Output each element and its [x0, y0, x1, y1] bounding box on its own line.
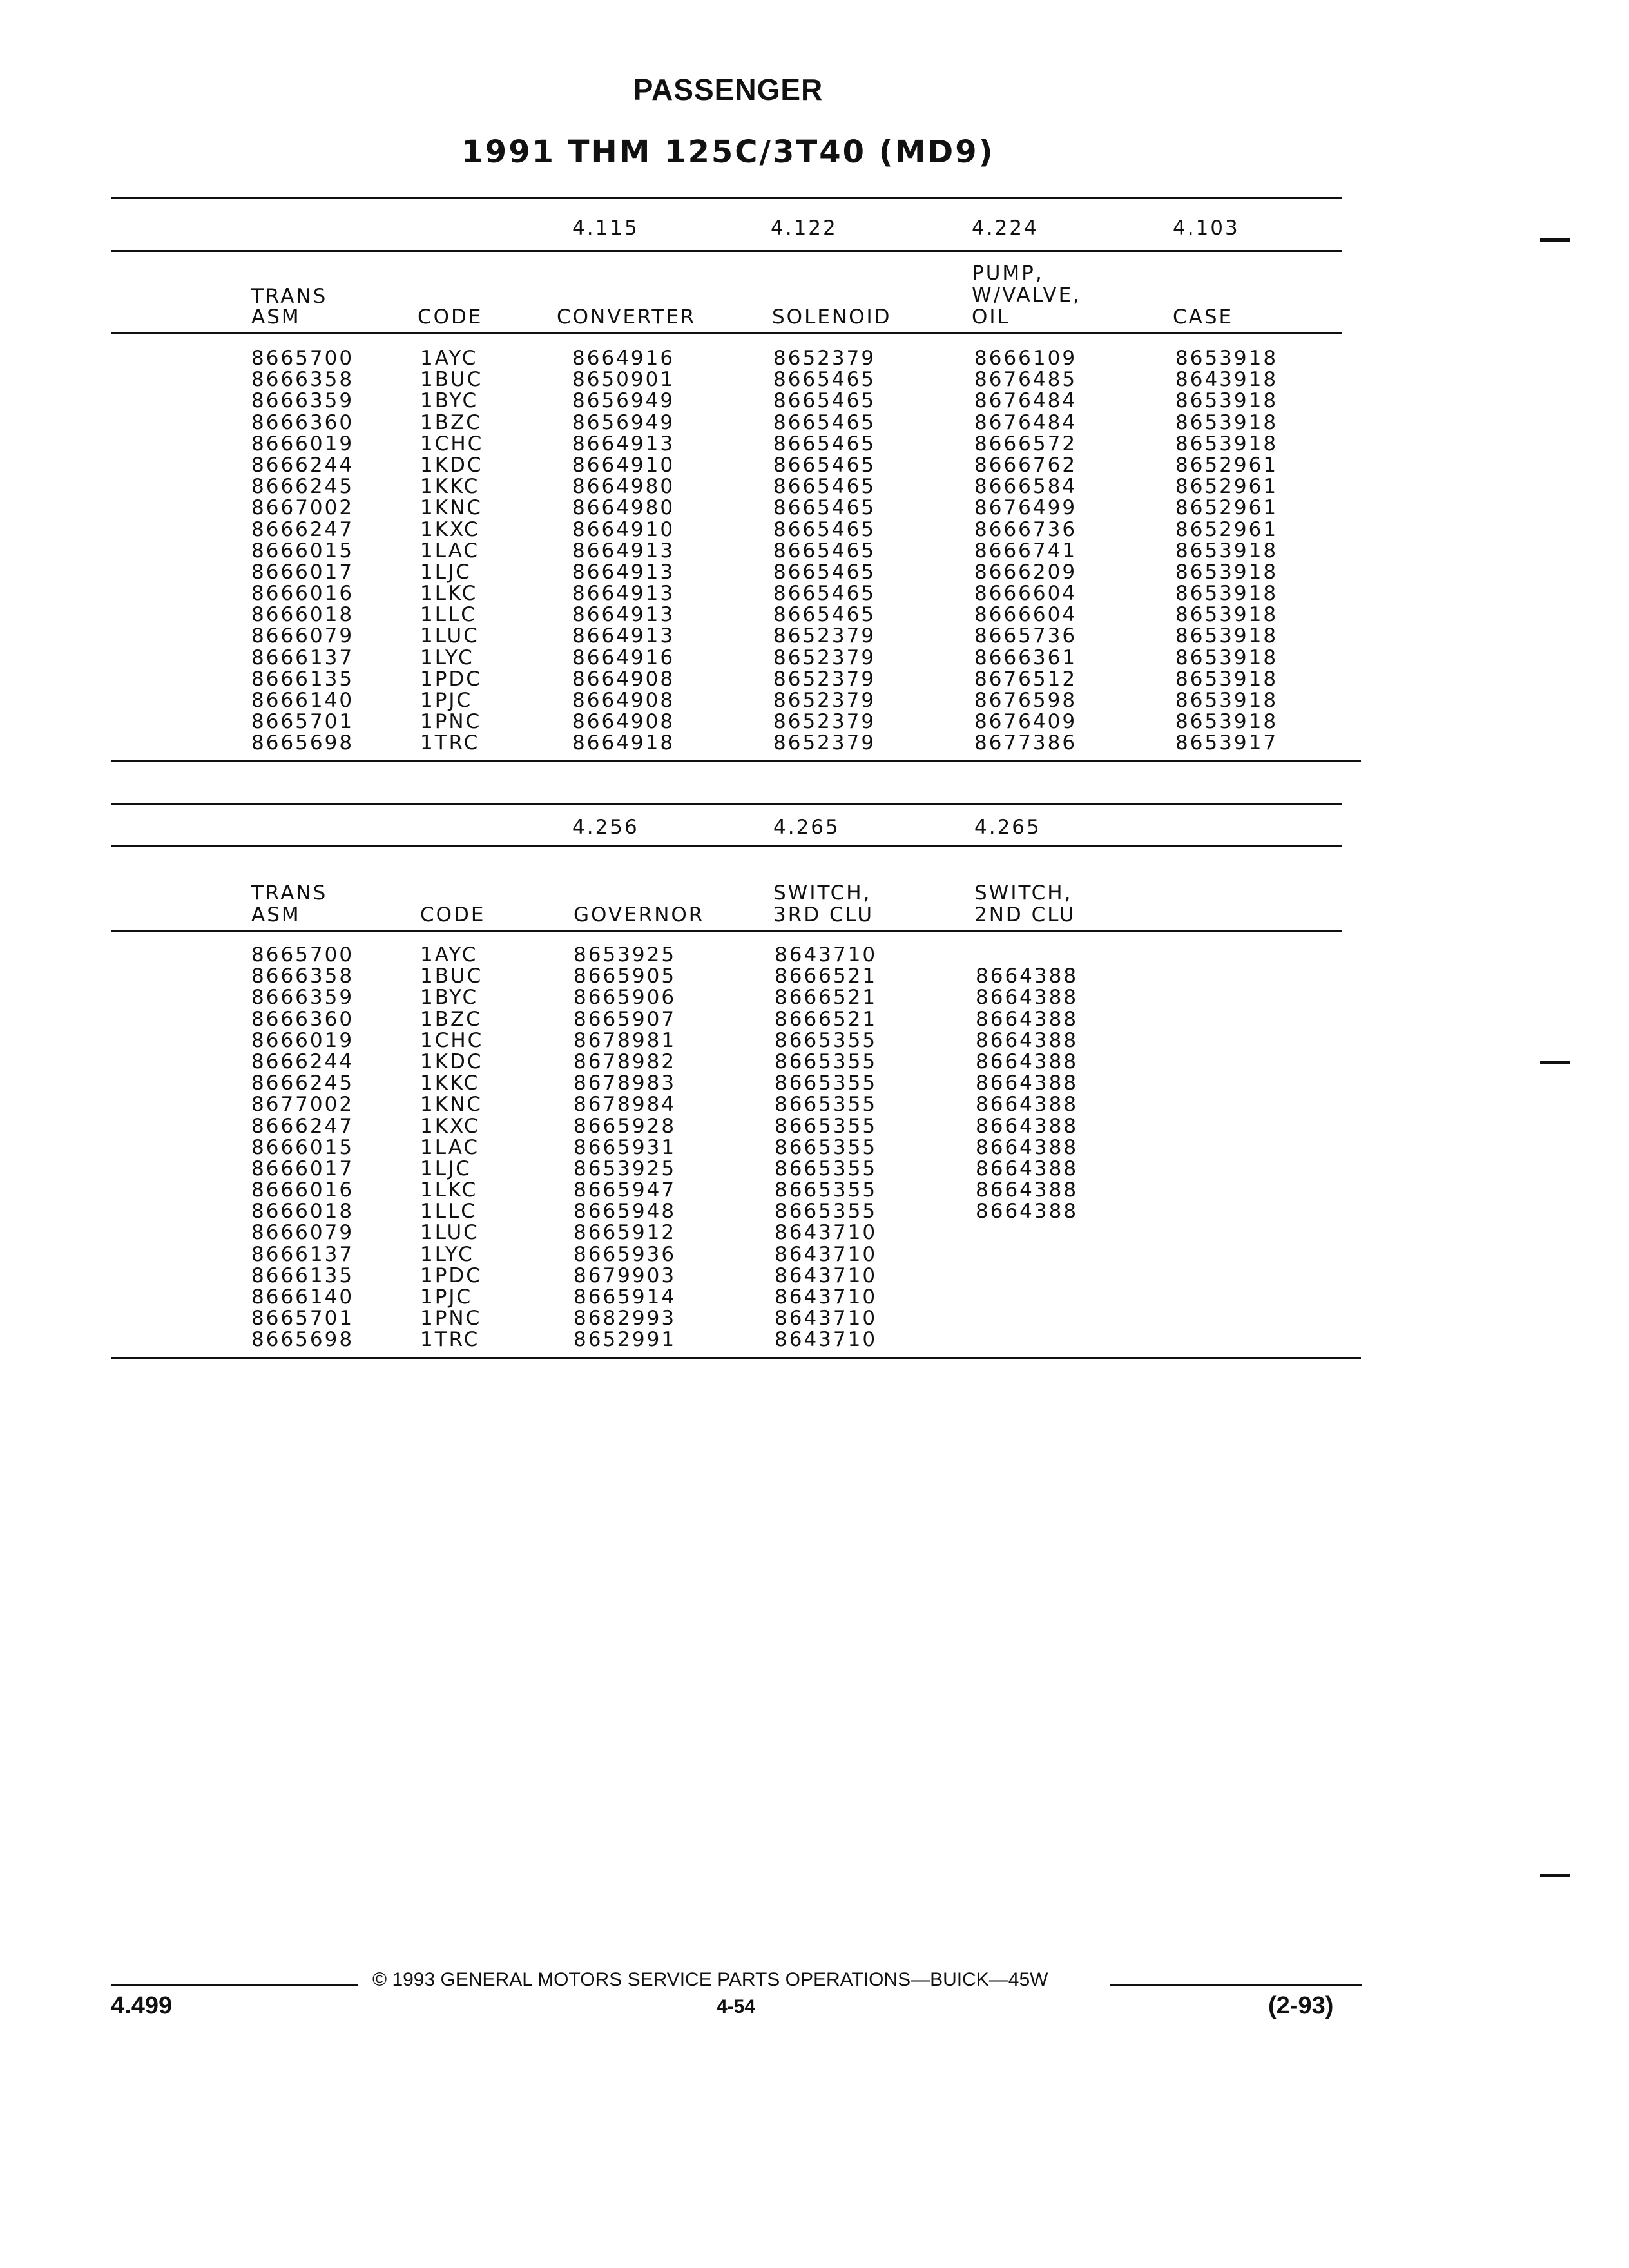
table-cell: 8666247	[251, 1114, 354, 1138]
margin-mark	[1540, 238, 1570, 242]
table-cell: 8643710	[775, 1285, 878, 1309]
table-cell: 8643710	[775, 1307, 878, 1331]
table-cell: 8665355	[775, 1178, 878, 1202]
table-cell: 8677002	[251, 1093, 354, 1117]
table-cell: 1LLC	[420, 1200, 477, 1224]
table-cell: 1KKC	[420, 475, 480, 499]
table-cell: 1LAC	[420, 1135, 480, 1159]
table-cell	[976, 1222, 1078, 1244]
group-number: 4.265	[974, 816, 1041, 839]
group-number: 4.122	[771, 216, 838, 240]
table-cell	[976, 1244, 1078, 1265]
table-cell: 8676484	[974, 389, 1077, 413]
table-cell: 8666521	[775, 965, 878, 988]
table-cell: 1LYC	[420, 646, 474, 669]
column-header-asm: ASM	[251, 903, 301, 927]
column-converter	[572, 348, 675, 754]
table-cell: 8666359	[251, 389, 354, 413]
column-switch-3rd-clu	[775, 945, 877, 1351]
table-cell: 1BUC	[420, 368, 483, 392]
table-cell: 8665465	[773, 496, 876, 520]
column-switch-2nd-clu	[976, 945, 1078, 1351]
table-cell: 1LUC	[420, 1221, 479, 1245]
table-cell: 8665928	[574, 1114, 677, 1138]
table-cell: 1BZC	[420, 410, 482, 434]
margin-mark	[1540, 1061, 1570, 1064]
table-cell: 1PJC	[420, 1285, 473, 1309]
table-cell: 8664908	[572, 667, 675, 691]
table-cell: 8682993	[574, 1307, 677, 1331]
column-trans-asm	[251, 348, 354, 754]
column-header-case: CASE	[1173, 305, 1234, 329]
table-cell: 8665465	[773, 410, 876, 434]
table-cell	[976, 1308, 1078, 1329]
table-cell: 1KDC	[420, 1050, 483, 1073]
table-cell: 8664910	[572, 453, 675, 477]
table2-header-rule	[111, 930, 1342, 932]
table-cell: 8664388	[976, 1050, 1079, 1073]
table-cell: 8678984	[574, 1093, 677, 1117]
table-cell: 8665698	[251, 1328, 354, 1352]
table-cell: 8665465	[773, 389, 876, 413]
footer-rule-left	[111, 1984, 358, 1986]
column-header-governor: GOVERNOR	[574, 903, 705, 927]
table-cell: 1PDC	[420, 667, 482, 691]
table-cell: 8643710	[775, 1264, 878, 1287]
table-cell: 8666245	[251, 1072, 354, 1095]
table-cell: 8652961	[1175, 453, 1278, 477]
table-cell: 8666584	[974, 475, 1077, 499]
table-cell: 8666572	[974, 432, 1077, 456]
table-cell: 8664908	[572, 710, 675, 734]
table-cell: 8666019	[251, 1028, 354, 1052]
table-cell: 8643710	[775, 943, 878, 966]
margin-mark	[1540, 1874, 1570, 1877]
date-code: (2-93)	[1268, 1992, 1334, 2019]
table-cell: 8652961	[1175, 475, 1278, 499]
footer-rule-right	[1110, 1984, 1362, 1986]
column-header-trans: TRANS	[251, 881, 328, 905]
table-cell: 8664388	[976, 1157, 1079, 1180]
table-cell: 8652961	[1175, 496, 1278, 520]
table-cell: 8667002	[251, 496, 354, 520]
table-cell: 8664913	[572, 539, 675, 562]
table-cell: 8665701	[251, 1307, 354, 1331]
table-cell: 8665465	[773, 517, 876, 541]
table-cell: 8643710	[775, 1328, 878, 1352]
table-cell: 8653925	[574, 943, 677, 966]
table-cell: 8664918	[572, 731, 675, 755]
table-cell: 8652379	[773, 689, 876, 712]
table-cell: 8665355	[775, 1072, 878, 1095]
table-cell: 8665947	[574, 1178, 677, 1202]
table-cell: 8652379	[773, 624, 876, 648]
table-cell: 8666762	[974, 453, 1077, 477]
table-cell: 8666360	[251, 410, 354, 434]
table-cell: 8666109	[974, 347, 1077, 370]
table-cell: 8664913	[572, 624, 675, 648]
table-cell: 8664913	[572, 582, 675, 606]
table-cell: 8665948	[574, 1200, 677, 1224]
table-cell: 8653918	[1175, 646, 1278, 669]
table-cell: 8666736	[974, 517, 1077, 541]
table-cell: 1LKC	[420, 582, 478, 606]
table-cell: 8666140	[251, 1285, 354, 1309]
table-cell: 8653918	[1175, 689, 1278, 712]
table-cell: 8664913	[572, 603, 675, 627]
table-cell: 1KXC	[420, 1114, 480, 1138]
table-cell: 8653918	[1175, 710, 1278, 734]
table1-top-rule	[111, 197, 1342, 199]
table-cell: 8665355	[775, 1135, 878, 1159]
table-cell: 8643918	[1175, 368, 1278, 392]
group-number: 4.256	[572, 816, 639, 839]
table-cell: 1TRC	[420, 731, 480, 755]
table-cell: 8665700	[251, 347, 354, 370]
table-cell: 8676598	[974, 689, 1077, 712]
table-cell: 1KKC	[420, 1072, 480, 1095]
table-cell: 8652379	[773, 646, 876, 669]
table-cell: 8665736	[974, 624, 1077, 648]
table-cell	[976, 1287, 1078, 1308]
table-cell: 1CHC	[420, 432, 484, 456]
column-header-3rd-clu: 3RD CLU	[773, 903, 874, 927]
table-cell: 8664388	[976, 1135, 1079, 1159]
table-cell: 1LKC	[420, 1178, 478, 1202]
table-cell: 8666016	[251, 1178, 354, 1202]
table-cell	[976, 1329, 1078, 1350]
table-cell: 8665465	[773, 453, 876, 477]
column-header-2nd-clu: 2ND CLU	[974, 903, 1076, 927]
table-cell: 8664388	[976, 965, 1079, 988]
table-cell: 8666358	[251, 368, 354, 392]
table-cell: 8665905	[574, 965, 677, 988]
table-cell: 8666521	[775, 1007, 878, 1031]
table-cell: 8665912	[574, 1221, 677, 1245]
table-cell: 8653918	[1175, 560, 1278, 584]
table-cell: 8665465	[773, 475, 876, 499]
table-cell: 1LYC	[420, 1242, 474, 1266]
table-cell: 8664388	[976, 1093, 1079, 1117]
table-cell: 8664916	[572, 347, 675, 370]
table-cell: 8666017	[251, 560, 354, 584]
table-cell: 8653918	[1175, 410, 1278, 434]
table-cell: 8665931	[574, 1135, 677, 1159]
column-code	[420, 945, 483, 1351]
table-cell: 8676499	[974, 496, 1077, 520]
table-cell: 1BUC	[420, 965, 483, 988]
table-cell: 8653918	[1175, 667, 1278, 691]
table-cell: 8666019	[251, 432, 354, 456]
table-cell: 8666135	[251, 667, 354, 691]
table-cell: 8665355	[775, 1050, 878, 1073]
table-cell: 8656949	[572, 389, 675, 413]
table-cell: 8666018	[251, 603, 354, 627]
table-cell: 8643710	[775, 1221, 878, 1245]
table-cell: 8666079	[251, 1221, 354, 1245]
table-cell: 1LUC	[420, 624, 479, 648]
table-cell: 8665355	[775, 1157, 878, 1180]
table-cell: 1KNC	[420, 496, 483, 520]
table-cell: 8666135	[251, 1264, 354, 1287]
table1-bottom-rule	[111, 760, 1361, 762]
table-cell: 8664388	[976, 1007, 1079, 1031]
table-cell: 8676484	[974, 410, 1077, 434]
page-number: 4-54	[717, 1996, 756, 2017]
table-cell: 8653918	[1175, 539, 1278, 562]
table-cell: 8653917	[1175, 731, 1278, 755]
table-cell: 8643710	[775, 1242, 878, 1266]
table-cell: 8665936	[574, 1242, 677, 1266]
table-cell: 8665355	[775, 1200, 878, 1224]
table-cell: 8653925	[574, 1157, 677, 1180]
table-cell: 8677386	[974, 731, 1077, 755]
table-cell: 8664908	[572, 689, 675, 712]
table-cell: 8652379	[773, 710, 876, 734]
table-cell: 8666361	[974, 646, 1077, 669]
table-cell: 1PNC	[420, 710, 482, 734]
group-number: 4.115	[572, 216, 639, 240]
table-cell: 1BZC	[420, 1007, 482, 1031]
table-cell: 8666247	[251, 517, 354, 541]
table-cell: 8676485	[974, 368, 1077, 392]
table-cell: 8679903	[574, 1264, 677, 1287]
column-case	[1175, 348, 1278, 754]
table-cell: 1BYC	[420, 389, 479, 413]
table-cell: 8665700	[251, 943, 354, 966]
table-cell: 8665465	[773, 560, 876, 584]
table-cell: 8666358	[251, 965, 354, 988]
table-cell: 8665465	[773, 582, 876, 606]
column-header-code: CODE	[418, 305, 483, 329]
table-cell: 8666016	[251, 582, 354, 606]
group-number: 4.103	[1173, 216, 1240, 240]
table-cell: 8653918	[1175, 389, 1278, 413]
table-cell: 8676512	[974, 667, 1077, 691]
table-cell: 8664388	[976, 986, 1079, 1010]
table-cell: 1PNC	[420, 1307, 482, 1331]
table-cell: 8664388	[976, 1200, 1079, 1224]
table1-header-rule	[111, 332, 1342, 334]
table-cell: 8666245	[251, 475, 354, 499]
table-cell: 1LAC	[420, 539, 480, 562]
table-cell: 8678983	[574, 1072, 677, 1095]
table-cell: 8666209	[974, 560, 1077, 584]
column-trans-asm	[251, 945, 354, 1351]
column-header-asm: ASM	[251, 305, 301, 329]
table-cell: 1TRC	[420, 1328, 480, 1352]
column-header-oil: OIL	[972, 305, 1010, 329]
column-governor	[574, 945, 676, 1351]
table-cell: 8665698	[251, 731, 354, 755]
table-cell: 8653918	[1175, 582, 1278, 606]
table-cell: 1PJC	[420, 689, 473, 712]
table-cell: 8652379	[773, 731, 876, 755]
table-cell: 8653918	[1175, 603, 1278, 627]
column-header-wvalve: W/VALVE,	[972, 284, 1082, 307]
table-cell	[976, 1265, 1078, 1287]
table-cell: 8665355	[775, 1093, 878, 1117]
table-cell: 8666018	[251, 1200, 354, 1224]
table-cell: 1LJC	[420, 1157, 472, 1180]
table-cell: 1KXC	[420, 517, 480, 541]
table-cell: 8666604	[974, 603, 1077, 627]
column-header-switch-3rd: SWITCH,	[773, 881, 872, 905]
table-cell: 8664388	[976, 1114, 1079, 1138]
table-cell: 8653918	[1175, 432, 1278, 456]
table2-top-rule	[111, 803, 1342, 805]
section-number: 4.499	[111, 1992, 173, 2019]
table-cell: 8656949	[572, 410, 675, 434]
table-cell: 8665465	[773, 603, 876, 627]
table2-bottom-rule	[111, 1357, 1361, 1359]
table-cell: 8665355	[775, 1114, 878, 1138]
table-cell: 8664980	[572, 496, 675, 520]
table-cell: 8664980	[572, 475, 675, 499]
table-cell: 8665465	[773, 432, 876, 456]
table-cell: 8665914	[574, 1285, 677, 1309]
table-cell: 8678981	[574, 1028, 677, 1052]
table-cell: 8664388	[976, 1072, 1079, 1095]
table-cell: 8664913	[572, 560, 675, 584]
table-cell: 8666015	[251, 539, 354, 562]
table-cell: 8666359	[251, 986, 354, 1010]
table-cell: 8652961	[1175, 517, 1278, 541]
table-cell: 8666741	[974, 539, 1077, 562]
table-cell: 1LJC	[420, 560, 472, 584]
column-header-trans: TRANS	[251, 285, 328, 308]
table-cell: 1LLC	[420, 603, 477, 627]
table-cell: 8666140	[251, 689, 354, 712]
table-cell: 8665907	[574, 1007, 677, 1031]
table-cell: 8653918	[1175, 347, 1278, 370]
column-header-converter: CONVERTER	[557, 305, 697, 329]
column-header-pump: PUMP,	[972, 262, 1044, 285]
column-header-code: CODE	[420, 903, 486, 927]
table-cell: 8666521	[775, 986, 878, 1010]
table-cell: 1AYC	[420, 347, 478, 370]
table-cell: 1KDC	[420, 453, 483, 477]
table-cell: 8664916	[572, 646, 675, 669]
table-cell: 8664388	[976, 1028, 1079, 1052]
table-cell: 8653918	[1175, 624, 1278, 648]
table-cell: 8666360	[251, 1007, 354, 1031]
table-cell: 8666137	[251, 646, 354, 669]
table-cell: 8652379	[773, 347, 876, 370]
column-header-solenoid: SOLENOID	[772, 305, 892, 329]
table-cell: 1CHC	[420, 1028, 484, 1052]
table-cell: 8678982	[574, 1050, 677, 1073]
copyright-notice: © 1993 GENERAL MOTORS SERVICE PARTS OPERATIONS—BUICK—45W	[372, 1969, 1048, 1990]
table-cell: 8665465	[773, 539, 876, 562]
table-cell: 8652379	[773, 667, 876, 691]
group-number: 4.265	[773, 816, 840, 839]
table-cell: 8666017	[251, 1157, 354, 1180]
table-cell: 8666079	[251, 624, 354, 648]
table-cell: 8665701	[251, 710, 354, 734]
column-solenoid	[773, 348, 876, 754]
section-title: PASSENGER	[633, 73, 824, 106]
table-cell: 8652991	[574, 1328, 677, 1352]
table-cell	[976, 945, 1078, 966]
table-cell: 8676409	[974, 710, 1077, 734]
table1-group-rule	[111, 250, 1342, 252]
table-cell: 8666244	[251, 453, 354, 477]
table-cell: 8664913	[572, 432, 675, 456]
table-cell: 1AYC	[420, 943, 478, 966]
table-cell: 8666604	[974, 582, 1077, 606]
page-title: 1991 THM 125C/3T40 (MD9)	[461, 134, 995, 170]
column-pump	[974, 348, 1077, 754]
table-cell: 8664388	[976, 1178, 1079, 1202]
table-cell: 8666244	[251, 1050, 354, 1073]
table-cell: 8664910	[572, 517, 675, 541]
group-number: 4.224	[972, 216, 1039, 240]
table2-group-rule	[111, 845, 1342, 847]
column-code	[420, 348, 483, 754]
table-cell: 8666015	[251, 1135, 354, 1159]
table-cell: 1BYC	[420, 986, 479, 1010]
table-cell: 8665465	[773, 368, 876, 392]
table-cell: 1PDC	[420, 1264, 482, 1287]
table-cell: 8665355	[775, 1028, 878, 1052]
column-header-switch-2nd: SWITCH,	[974, 881, 1073, 905]
table-cell: 8666137	[251, 1242, 354, 1266]
table-cell: 8665906	[574, 986, 677, 1010]
table-cell: 1KNC	[420, 1093, 483, 1117]
table-cell: 8650901	[572, 368, 675, 392]
